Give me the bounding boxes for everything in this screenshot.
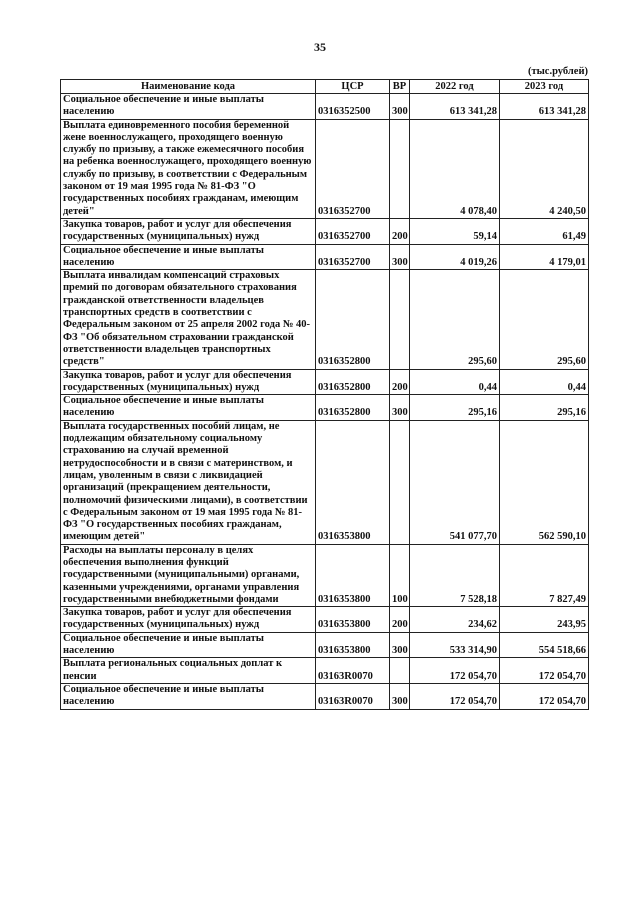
header-csr: ЦСР bbox=[316, 80, 390, 94]
table-row bbox=[61, 218, 589, 244]
table-row bbox=[61, 544, 589, 606]
page-number: 35 bbox=[314, 40, 326, 54]
row-name: Социальное обеспечение и иные выплаты населению bbox=[61, 395, 316, 421]
row-csr: 0316353800 bbox=[316, 607, 390, 633]
row-vr: 200 bbox=[390, 369, 410, 395]
row-name: Расходы на выплаты персоналу в целях обеспечения выполнения функций государственными (муниципальными) органами, казенными учреждениями, органами управления государственными внебюджетными фондами bbox=[61, 544, 316, 606]
row-2022: 4 019,26 bbox=[410, 244, 500, 270]
header-row bbox=[61, 80, 589, 94]
row-2023: 613 341,28 bbox=[500, 94, 589, 120]
units-label: (тыс.рублей) bbox=[527, 66, 588, 77]
row-2023: 562 590,10 bbox=[500, 420, 589, 544]
row-2022: 4 078,40 bbox=[410, 119, 500, 218]
row-2022: 59,14 bbox=[410, 218, 500, 244]
row-2023: 295,16 bbox=[500, 395, 589, 421]
row-2022: 234,62 bbox=[410, 607, 500, 633]
row-name: Выплата инвалидам компенсаций страховых премий по договорам обязательного страхования гражданской ответственности владельцев транспортных средств в соответствии с Федеральным законом от 25 апреля 2002 года № 40-ФЗ "Об обязательном страховании гражданской ответственности владельцев транспортных средств" bbox=[61, 270, 316, 369]
table-row bbox=[61, 420, 589, 544]
row-2023: 554 518,66 bbox=[500, 632, 589, 658]
table-body bbox=[61, 94, 589, 710]
row-vr bbox=[390, 119, 410, 218]
table-row bbox=[61, 607, 589, 633]
row-vr bbox=[390, 658, 410, 684]
row-2022: 541 077,70 bbox=[410, 420, 500, 544]
row-2022: 0,44 bbox=[410, 369, 500, 395]
row-vr: 100 bbox=[390, 544, 410, 606]
row-csr: 0316352500 bbox=[316, 94, 390, 120]
row-csr: 0316353800 bbox=[316, 544, 390, 606]
row-name: Социальное обеспечение и иные выплаты населению bbox=[61, 632, 316, 658]
row-vr: 300 bbox=[390, 94, 410, 120]
row-2022: 7 528,18 bbox=[410, 544, 500, 606]
row-csr: 0316352800 bbox=[316, 369, 390, 395]
row-2023: 61,49 bbox=[500, 218, 589, 244]
row-2022: 295,16 bbox=[410, 395, 500, 421]
row-csr: 0316352700 bbox=[316, 218, 390, 244]
row-2022: 613 341,28 bbox=[410, 94, 500, 120]
header-2022: 2022 год bbox=[410, 80, 500, 94]
table-row bbox=[61, 395, 589, 421]
row-2023: 172 054,70 bbox=[500, 658, 589, 684]
row-name: Выплата государственных пособий лицам, не подлежащим обязательному социальному страхованию на случай временной нетрудоспособности и в связи с материнством, и лицам, уволенным в связи с ликвидацией организаций (прекращением деятельности, полномочий физическими лицами), в соответствии с Федеральным законом от 19 мая 1995 года № 81-ФЗ "О государственных пособиях гражданам, имеющим детей" bbox=[61, 420, 316, 544]
row-vr: 300 bbox=[390, 683, 410, 709]
row-csr: 0316352700 bbox=[316, 119, 390, 218]
row-name: Социальное обеспечение и иные выплаты населению bbox=[61, 683, 316, 709]
row-2023: 4 179,01 bbox=[500, 244, 589, 270]
row-vr bbox=[390, 420, 410, 544]
row-csr: 0316353800 bbox=[316, 632, 390, 658]
row-2022: 295,60 bbox=[410, 270, 500, 369]
row-name: Выплата единовременного пособия беременной жене военнослужащего, проходящего военную службу по призыву, а также ежемесячного пособия на ребенка военнослужащего, проходящего военную службу по призыву, в соответствии с Федеральным законом от 19 мая 1995 года № 81-ФЗ "О государственных пособиях гражданам, имеющим детей" bbox=[61, 119, 316, 218]
table-header bbox=[61, 80, 589, 94]
row-csr: 03163R0070 bbox=[316, 683, 390, 709]
table-row bbox=[61, 658, 589, 684]
header-2023: 2023 год bbox=[500, 80, 589, 94]
row-csr: 03163R0070 bbox=[316, 658, 390, 684]
table-row bbox=[61, 270, 589, 369]
row-2023: 172 054,70 bbox=[500, 683, 589, 709]
row-csr: 0316352800 bbox=[316, 395, 390, 421]
row-2023: 7 827,49 bbox=[500, 544, 589, 606]
row-vr bbox=[390, 270, 410, 369]
row-2023: 295,60 bbox=[500, 270, 589, 369]
row-name: Закупка товаров, работ и услуг для обеспечения государственных (муниципальных) нужд bbox=[61, 607, 316, 633]
row-vr: 200 bbox=[390, 607, 410, 633]
row-csr: 0316353800 bbox=[316, 420, 390, 544]
table-row bbox=[61, 632, 589, 658]
row-vr: 300 bbox=[390, 632, 410, 658]
row-2022: 172 054,70 bbox=[410, 683, 500, 709]
header-name: Наименование кода bbox=[61, 80, 316, 94]
table-row bbox=[61, 119, 589, 218]
row-csr: 0316352800 bbox=[316, 270, 390, 369]
row-2022: 533 314,90 bbox=[410, 632, 500, 658]
row-2023: 4 240,50 bbox=[500, 119, 589, 218]
header-vr: ВР bbox=[390, 80, 410, 94]
row-vr: 200 bbox=[390, 218, 410, 244]
row-csr: 0316352700 bbox=[316, 244, 390, 270]
table-row bbox=[61, 683, 589, 709]
row-2023: 0,44 bbox=[500, 369, 589, 395]
row-vr: 300 bbox=[390, 244, 410, 270]
row-name: Выплата региональных социальных доплат к пенсии bbox=[61, 658, 316, 684]
row-2022: 172 054,70 bbox=[410, 658, 500, 684]
table-row bbox=[61, 94, 589, 120]
row-name: Социальное обеспечение и иные выплаты населению bbox=[61, 94, 316, 120]
row-name: Социальное обеспечение и иные выплаты населению bbox=[61, 244, 316, 270]
row-name: Закупка товаров, работ и услуг для обеспечения государственных (муниципальных) нужд bbox=[61, 218, 316, 244]
row-2023: 243,95 bbox=[500, 607, 589, 633]
budget-table bbox=[60, 79, 589, 710]
table-row bbox=[61, 244, 589, 270]
table-row bbox=[61, 369, 589, 395]
row-vr: 300 bbox=[390, 395, 410, 421]
row-name: Закупка товаров, работ и услуг для обеспечения государственных (муниципальных) нужд bbox=[61, 369, 316, 395]
